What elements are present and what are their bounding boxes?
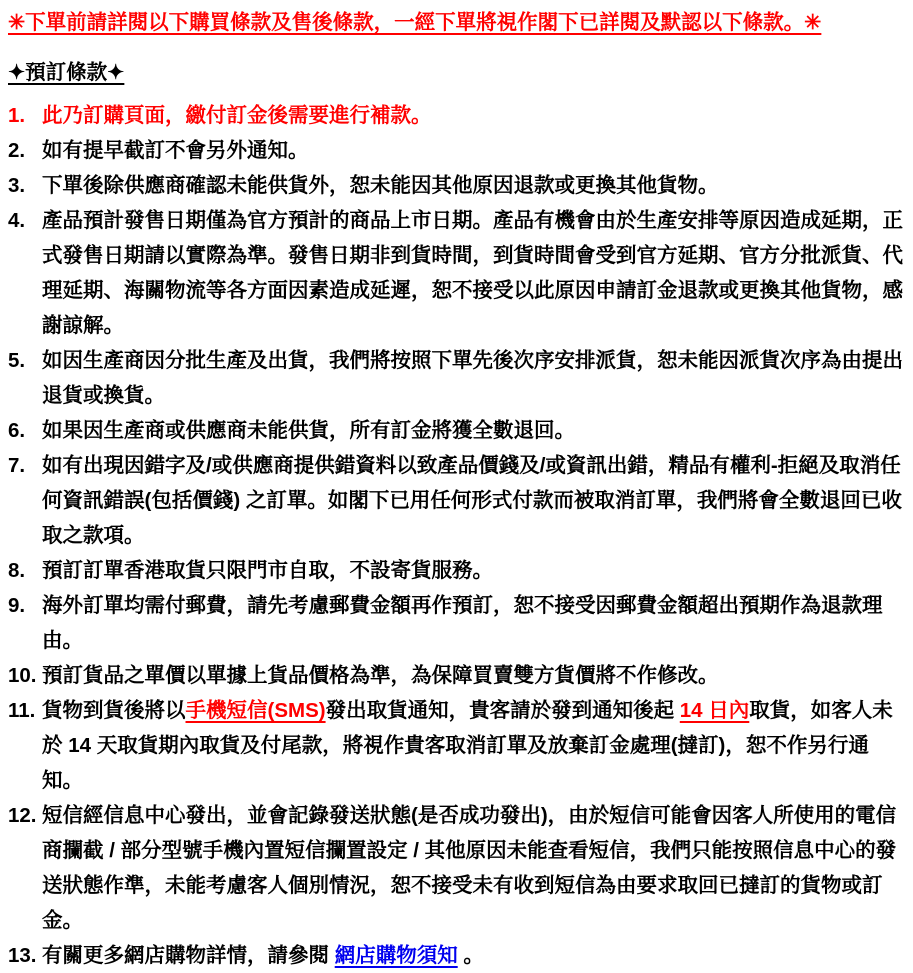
term-text: 如有出現因錯字及/或供應商提供錯資料以致產品價錢及/或資訊出錯，精品有權利-拒絕及取消任何資訊錯誤(包括價錢) 之訂單。如閣下已用任何形式付款而被取消訂單，我們將會全數退回已收取之款項。 <box>42 454 902 547</box>
term-number: 2. <box>8 139 26 162</box>
term-text: 貨物到貨後將以 <box>42 699 186 722</box>
section-title <box>8 55 907 90</box>
term-text: 發出取貨通知，貴客請於發到通知後起 <box>325 699 680 722</box>
term-item-13 <box>8 938 907 973</box>
term-item-4 <box>8 203 907 343</box>
term-text: 此乃訂購頁面，繳付訂金後需要進行補款。 <box>42 104 432 127</box>
purchase-warning-text: ✳下單前請詳閱以下購買條款及售後條款，一經下單將視作閣下已詳閱及默認以下條款。✳ <box>8 11 822 34</box>
term-text: 如因生產商因分批生產及出貨，我們將按照下單先後次序安排派貨，恕未能因派貨次序為由提出退貨或換貨。 <box>42 349 903 407</box>
term-text: 如有提早截訂不會另外通知。 <box>42 139 309 162</box>
term-text: 下單後除供應商確認未能供貨外，恕未能因其他原因退款或更換其他貨物。 <box>42 174 719 197</box>
shop-guide-link[interactable]: 網店購物須知 <box>334 944 458 967</box>
term-item-8 <box>8 553 907 588</box>
section-title-text: ✦預訂條款✦ <box>8 61 125 84</box>
term-item-10 <box>8 658 907 693</box>
term-text: 手機短信(SMS) <box>185 699 326 722</box>
term-number: 8. <box>8 559 26 582</box>
term-item-5 <box>8 343 907 413</box>
term-text: 產品預計發售日期僅為官方預計的商品上市日期。產品有機會由於生產安排等原因造成延期，正式發售日期請以實際為準。發售日期非到貨時間，到貨時間會受到官方延期、官方分批派貨、代理延期、海關物流等各方面因素造成延遲，恕不接受以此原因申請訂金退款或更換其他貨物，感謝諒解。 <box>42 209 903 337</box>
term-number: 4. <box>8 209 26 232</box>
term-text: 14 日內 <box>679 699 750 722</box>
term-item-12 <box>8 798 907 938</box>
term-text: 有關更多網店購物詳情，請參閱 <box>42 944 335 967</box>
terms-list <box>8 98 907 973</box>
term-item-9 <box>8 588 907 658</box>
term-text: 短信經信息中心發出，並會記錄發送狀態(是否成功發出)，由於短信可能會因客人所使用的電信商攔截 / 部分型號手機內置短信攔置設定 / 其他原因未能查看短信，我們只能按照信息中心的發送狀態作準，未能考慮客人個別情況，恕不接受未有收到短信為由要求取回已撻訂的貨物或訂金。 <box>42 804 897 932</box>
term-item-6 <box>8 413 907 448</box>
term-number: 9. <box>8 594 26 617</box>
term-number: 3. <box>8 174 26 197</box>
term-number: 7. <box>8 454 26 477</box>
term-item-2 <box>8 133 907 168</box>
term-text: 如果因生產商或供應商未能供貨，所有訂金將獲全數退回。 <box>42 419 575 442</box>
term-text: 海外訂單均需付郵費，請先考慮郵費金額再作預訂，恕不接受因郵費金額超出預期作為退款理由。 <box>42 594 883 652</box>
term-item-7 <box>8 448 907 553</box>
term-number: 1. <box>8 104 26 127</box>
term-text: 。 <box>457 944 484 967</box>
term-item-3 <box>8 168 907 203</box>
term-text: 預訂貨品之單價以單據上貨品價格為準，為保障買賣雙方貨價將不作修改。 <box>42 664 719 687</box>
term-text: 取貨，如客人未於 14 天取貨期內取貨及付尾款，將視作貴客取消訂單及放棄訂金處理(撻訂)，恕不作另行通知。 <box>42 699 893 792</box>
term-item-1 <box>8 98 907 133</box>
term-number: 12. <box>8 804 37 827</box>
term-number: 10. <box>8 664 37 687</box>
term-number: 13. <box>8 944 37 967</box>
term-number: 5. <box>8 349 26 372</box>
term-number: 11. <box>8 699 36 722</box>
term-number: 6. <box>8 419 26 442</box>
term-item-11 <box>8 693 907 798</box>
term-text: 預訂訂單香港取貨只限門市自取，不設寄貨服務。 <box>42 559 493 582</box>
purchase-warning-header <box>8 5 907 40</box>
